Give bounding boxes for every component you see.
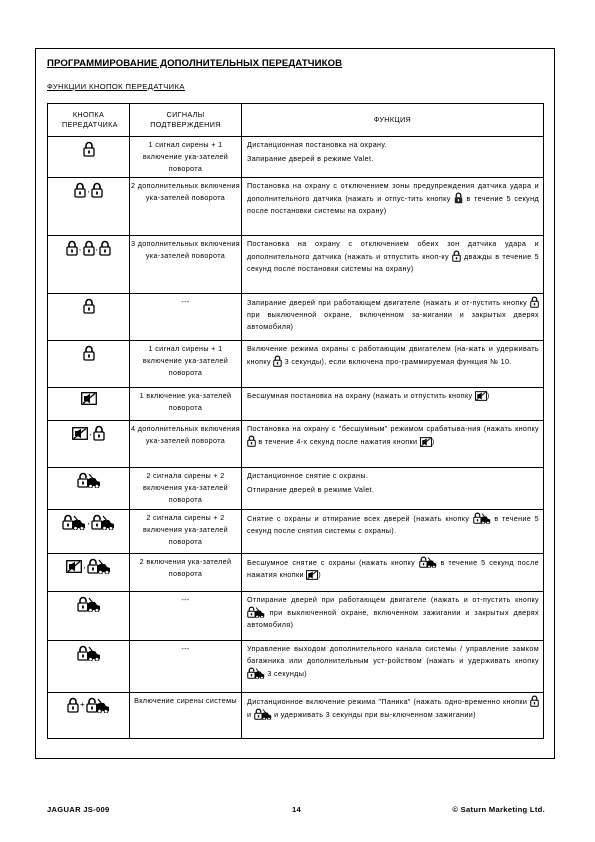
unlock-car-icon — [77, 596, 101, 612]
unlock-car-icon — [419, 556, 437, 568]
function-cell: Включение режима охраны с работающим двигателем (на-жать и удерживать кнопку 3 секунды), если включена про-граммируемая функция № 10. — [242, 341, 544, 388]
lock-icon — [74, 182, 86, 198]
table-row — [48, 236, 544, 294]
function-cell: Постановка на охрану с отключением зоны предупреждения датчика удара и дополнительного датчика (нажать и отпус-тить кнопку в течение 5 секунд после постановки системы на охрану) — [242, 178, 544, 236]
table-row — [48, 641, 544, 693]
signals-cell: --- — [130, 641, 242, 693]
lock-icon — [83, 240, 95, 256]
table-row — [48, 137, 544, 178]
signals-cell: 1 сигнал сирены + 1 включение ука-зателей поворота — [130, 137, 242, 178]
lock-icon — [247, 435, 256, 447]
function-text: Дистанционная постановка на охрану. — [247, 140, 387, 149]
button-cell — [48, 137, 130, 178]
footer-model: JAGUAR JS-009 — [47, 805, 110, 814]
function-text: Запирание дверей в режиме Valet. — [247, 153, 374, 163]
button-cell — [48, 641, 130, 693]
unlock-car-icon — [247, 667, 265, 679]
function-cell: Снятие с охраны и отпирание всех дверей (нажать кнопку в течение 5 секунд после снятия системы с охраны). — [242, 510, 544, 554]
button-cell: , — [48, 178, 130, 236]
lock-icon — [83, 298, 95, 314]
function-cell: Бесшумное снятие с охраны (нажать кнопку в течение 5 секунд после нажатия кнопки ) — [242, 554, 544, 592]
mute-icon — [66, 560, 82, 573]
function-cell — [242, 137, 544, 178]
unlock-car-icon — [87, 558, 111, 574]
lock-icon — [93, 425, 105, 441]
button-cell — [48, 341, 130, 388]
header-button: КНОПКА ПЕРЕДАТЧИКА — [48, 104, 130, 137]
lock-icon — [452, 250, 461, 262]
signals-cell: 2 сигнала сирены + 2 включения ука-зателей поворота — [130, 468, 242, 510]
table-row — [48, 421, 544, 468]
button-cell — [48, 592, 130, 641]
unlock-car-icon — [77, 645, 101, 661]
signals-cell: 4 дополнительных включения ука-зателей поворота — [130, 421, 242, 468]
button-cell: + — [48, 693, 130, 739]
page-number: 14 — [292, 805, 302, 814]
lock-icon — [530, 296, 539, 308]
table-row — [48, 554, 544, 592]
lock-icon — [67, 697, 79, 713]
table-row — [48, 468, 544, 510]
signals-cell: 1 сигнал сирены + 1 включение ука-зателей поворота — [130, 341, 242, 388]
function-cell: Управление выходом дополнительного канала системы / управление замком багажника или дополнительным уст-ройством (нажать и удерживать кнопку 3 секунды) — [242, 641, 544, 693]
mute-icon — [72, 427, 88, 440]
signals-cell: 3 дополнительных включения ука-зателей поворота — [130, 236, 242, 294]
function-cell: Постановка на охрану с "бесшумным" режимом срабатыва-ния (нажать кнопку в течение 4-х секунд после нажатия кнопки ) — [242, 421, 544, 468]
table-header-row — [48, 104, 544, 137]
button-cell — [48, 388, 130, 421]
button-cell — [48, 294, 130, 341]
header-signals: СИГНАЛЫ ПОДТВЕРЖДЕНИЯ — [130, 104, 242, 137]
unlock-car-icon — [473, 512, 491, 524]
table-row — [48, 693, 544, 739]
function-cell: Бесшумная постановка на охрану (нажать и отпустить кнопку ) — [242, 388, 544, 421]
table-row — [48, 178, 544, 236]
lock-icon — [83, 345, 95, 361]
button-cell: , , — [48, 236, 130, 294]
signals-cell: 2 сигнала сирены + 2 включения ука-зателей поворота — [130, 510, 242, 554]
signals-cell: --- — [130, 294, 242, 341]
lock-icon — [530, 695, 539, 707]
signals-cell: 1 включение ука-зателей поворота — [130, 388, 242, 421]
button-cell: , — [48, 554, 130, 592]
footer-copyright: © Saturn Marketing Ltd. — [452, 805, 545, 814]
mute-icon — [420, 437, 432, 447]
lock-icon — [83, 141, 95, 157]
mute-icon — [81, 392, 97, 405]
table-row — [48, 510, 544, 554]
function-cell: Запирание дверей при работающем двигателе (нажать и от-пустить кнопку при выключенной охране, включенном за-жигании и закрытых дверях автомобиля) — [242, 294, 544, 341]
signals-cell: 2 включения ука-зателей поворота — [130, 554, 242, 592]
signals-cell: --- — [130, 592, 242, 641]
unlock-car-icon — [91, 514, 115, 530]
table-row — [48, 592, 544, 641]
function-cell — [242, 468, 544, 510]
function-cell: Дистанционное включение режима "Паника" (нажать одно-временно кнопки и и удерживать 3 секунды при вы-ключенном зажигании) — [242, 693, 544, 739]
table-row — [48, 294, 544, 341]
signals-cell: 2 дополнительных включения ука-зателей поворота — [130, 178, 242, 236]
function-cell: Постановка на охрану с отключением обеих зон датчика удара и дополнительного датчика (нажать и отпустить кноп-ку дважды в течение 5 секунд после постановки системы на охрану) — [242, 236, 544, 294]
button-cell: , — [48, 421, 130, 468]
unlock-car-icon — [77, 472, 101, 488]
lock-icon — [66, 240, 78, 256]
lock-icon — [99, 240, 111, 256]
section-subtitle: ФУНКЦИИ КНОПОК ПЕРЕДАТЧИКА — [47, 82, 185, 91]
page-title: ПРОГРАММИРОВАНИЕ ДОПОЛНИТЕЛЬНЫХ ПЕРЕДАТЧИКОВ — [47, 58, 343, 69]
function-cell: Отпирание дверей при работающем двигателе (нажать и от-пустить кнопку при выключенной охране, включенном зажигании и закрытых дверях автомобиля) — [242, 592, 544, 641]
button-cell — [48, 468, 130, 510]
function-text: Дистанционное снятие с охраны. — [247, 471, 369, 480]
mute-icon — [475, 391, 487, 401]
function-text: Отпирание дверей в режиме Valet. — [247, 484, 375, 494]
button-cell: , — [48, 510, 130, 554]
unlock-car-icon — [62, 514, 86, 530]
unlock-car-icon — [86, 697, 110, 713]
table-row — [48, 388, 544, 421]
header-function: ФУНКЦИЯ — [242, 104, 544, 137]
lock-icon — [454, 192, 463, 204]
mute-icon — [306, 570, 318, 580]
transmitter-buttons-table — [47, 103, 544, 739]
unlock-car-icon — [247, 606, 265, 618]
lock-icon — [273, 355, 282, 367]
signals-cell: Включение сирены системы — [130, 693, 242, 739]
unlock-car-icon — [254, 708, 272, 720]
lock-icon — [91, 182, 103, 198]
table-row — [48, 341, 544, 388]
